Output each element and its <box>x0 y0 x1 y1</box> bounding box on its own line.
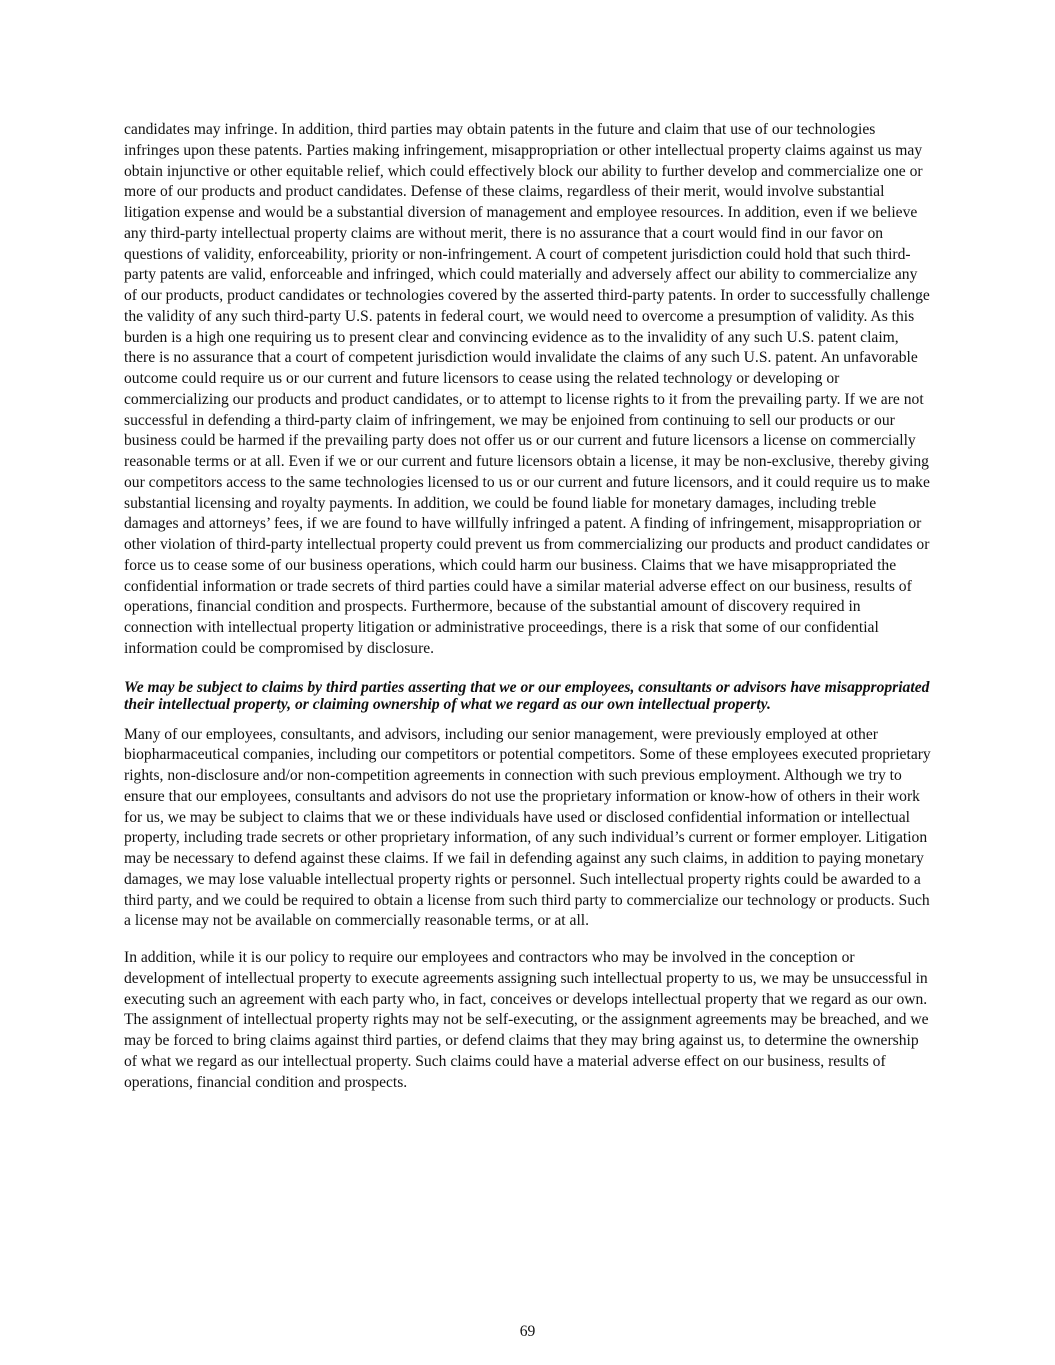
page-number: 69 <box>519 1323 536 1340</box>
document-body <box>124 120 932 1093</box>
paragraph-employee-claims: Many of our employees, consultants, and advisors, including our senior management, were previously employed at other biopharmaceutical companies, including our competitors or potential competitors. Some of these employees executed proprietary rights, non-disclosure and/or non-competition agreements in connection with such previous employment. Although we try to ensure that our employees, consultants and advisors do not use the proprietary information or know-how of others in their work for us, we may be subject to claims that we or these individuals have used or disclosed confidential information or intellectual property, including trade secrets or other proprietary information, of any such individual’s current or former employer. Litigation may be necessary to defend against these claims. If we fail in defending against any such claims, in addition to paying monetary damages, we may lose valuable intellectual property rights or personnel. Such intellectual property rights could be awarded to a third party, and we could be required to obtain a license from such third party to commercialize our technology or products. Such a license may not be available on commercially reasonable terms, or at all. <box>124 725 931 930</box>
section-heading: We may be subject to claims by third parties asserting that we or our employees, consultants or advisors have misappropriated their intellectual property, or claiming ownership of what we regard as our own intellectual property. <box>124 678 930 713</box>
paragraph-ip-assignment: In addition, while it is our policy to require our employees and contractors who may be involved in the conception or development of intellectual property to execute agreements assigning such intellectual property to us, we may be unsuccessful in executing such an agreement with each party who, in fact, conceives or develops intellectual property that we regard as our own. The assignment of intellectual property rights may not be self-executing, or the assignment agreements may be breached, and we may be forced to bring claims against third parties, or defend claims that they may bring against us, to determine the ownership of what we regard as our intellectual property. Such claims could have a material adverse effect on our business, results of operations, financial condition and prospects. <box>124 949 929 1091</box>
paragraph-patent-infringement: candidates may infringe. In addition, third parties may obtain patents in the future and claim that use of our technologies infringes upon these patents. Parties making infringement, misappropriation or other intellectual property claims against us may obtain injunctive or other equitable relief, which could effectively block our ability to further develop and commercialize one or more of our products and product candidates. Defense of these claims, regardless of their merit, would involve substantial litigation expense and would be a substantial diversion of management and employee resources. In addition, even if we believe any third-party intellectual property claims are without merit, there is no assurance that a court would find in our favor on questions of validity, enforceability, priority or non-infringement. A court of competent jurisdiction could hold that such third-party patents are valid, enforceable and infringed, which could materially and adversely affect our ability to commercialize any of our products, product candidates or technologies covered by the asserted third-party patents. In order to successfully challenge the validity of any such third-party U.S. patents in federal court, we would need to overcome a presumption of validity. As this burden is a high one requiring us to present clear and convincing evidence as to the invalidity of any such U.S. patent claim, there is no assurance that a court of competent jurisdiction would invalidate the claims of any such U.S. patent. An unfavorable outcome could require us or our current and future licensors to cease using the related technology or developing or commercializing our products and product candidates, or to attempt to license rights to it from the prevailing party. If we are not successful in defending a third-party claim of infringement, we may be enjoined from continuing to sell our products or our business could be harmed if the prevailing party does not offer us or our current and future licensors a license on commercially reasonable terms or at all. Even if we or our current and future licensors obtain a license, it may be non-exclusive, thereby giving our competitors access to the same technologies licensed to us or our current and future licensors, and it could require us to make substantial licensing and royalty payments. In addition, we could be found liable for monetary damages, including treble damages and attorneys’ fees, if we are found to have willfully infringed a patent. A finding of infringement, misappropriation or other violation of third-party intellectual property could prevent us from commercializing our products and product candidates or force us to cease some of our business operations, which could harm our business. Claims that we have misappropriated the confidential information or trade secrets of third parties could have a similar material adverse effect on our business, results of operations, financial condition and prospects. Furthermore, because of the substantial amount of discovery required in connection with intellectual property litigation or administrative proceedings, there is a risk that some of our confidential information could be compromised by disclosure. <box>124 121 930 657</box>
